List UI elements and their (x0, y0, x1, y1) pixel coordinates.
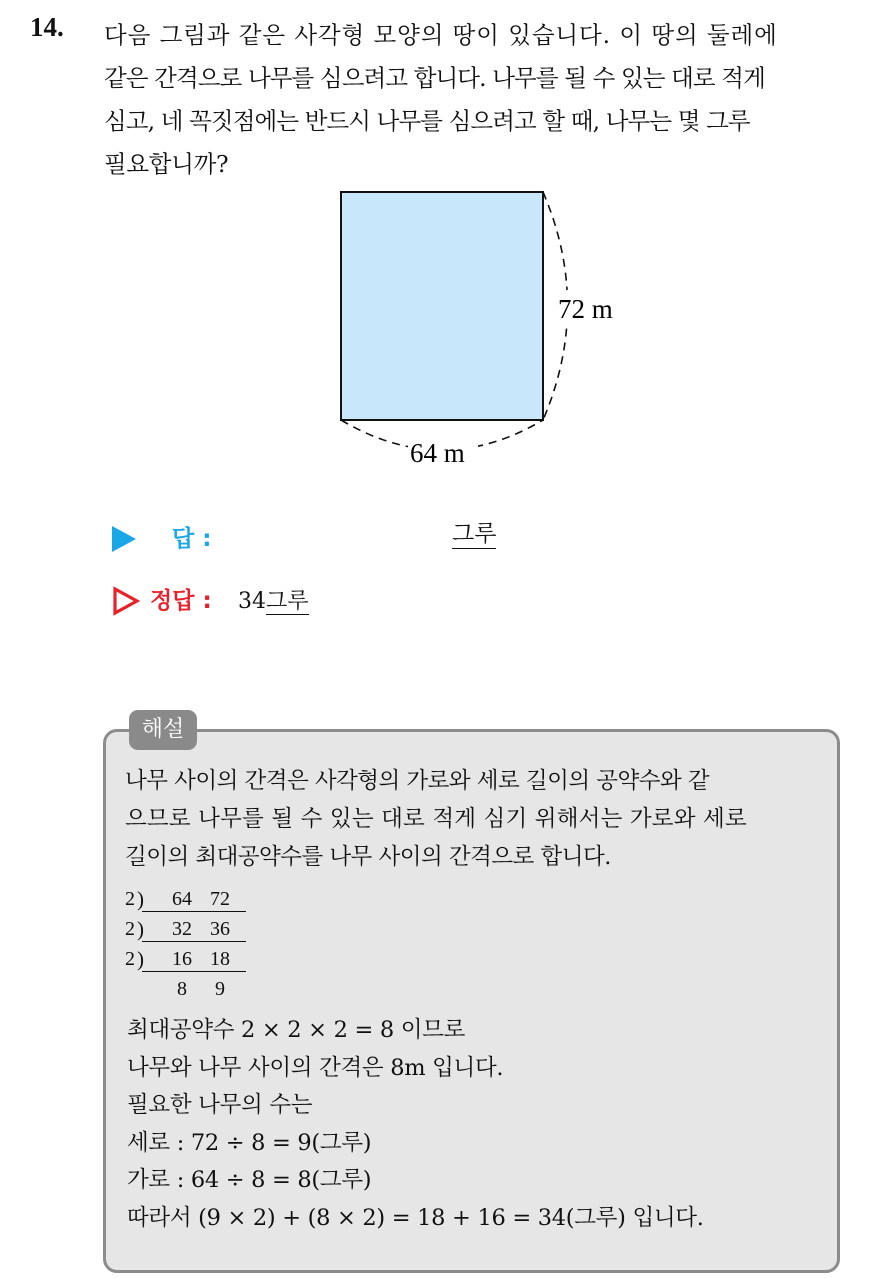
outline-play-icon (112, 586, 140, 616)
division-line (142, 941, 246, 942)
solution-step: 가로 : 64 ÷ 8 = 8(그루) (127, 1167, 372, 1193)
question-text (104, 14, 864, 186)
solution-step: 나무와 나무 사이의 간격은 8m 입니다. (127, 1054, 504, 1081)
correct-value-wrap (238, 584, 309, 615)
dividend-b: 72 (210, 888, 230, 910)
dividend-a: 64 (172, 888, 192, 910)
divisor: 2 (125, 918, 135, 940)
solution-paragraph-line: 나무 사이의 간격은 사각형의 가로와 세로 길이의 공약수와 같 (125, 768, 710, 794)
correct-label: 정답 : (150, 588, 212, 614)
solution-step: 최대공약수 2 × 2 × 2 = 8 이므로 (127, 1017, 466, 1043)
division-line (142, 911, 246, 912)
dividend-b: 18 (210, 948, 230, 970)
correct-value: 34 (238, 589, 266, 614)
question-line: 다음 그림과 같은 사각형 모양의 땅이 있습니다. 이 땅의 둘레에 (104, 21, 778, 49)
quotient-a: 8 (177, 978, 187, 1000)
dividend-b: 36 (210, 918, 230, 940)
division-bracket: ) (137, 947, 144, 971)
correct-unit: 그루 (266, 589, 309, 614)
solution-steps (127, 1012, 704, 1237)
question-number: 14. (30, 12, 64, 42)
play-icon (112, 526, 136, 552)
quotient-b: 9 (215, 978, 225, 1000)
division-line (142, 971, 246, 972)
dividend-a: 16 (172, 948, 192, 970)
division-bracket: ) (137, 887, 144, 911)
dividend-a: 32 (172, 918, 192, 940)
solution-step: 세로 : 72 ÷ 8 = 9(그루) (127, 1129, 372, 1156)
solution-step: 필요한 나무의 수는 (127, 1092, 313, 1118)
question-line: 필요합니까? (104, 150, 229, 178)
width-label: 64 m (410, 438, 465, 468)
question-line: 같은 간격으로 나무를 심으려고 합니다. 나무를 될 수 있는 대로 적게 (104, 64, 765, 92)
question-line: 심고, 네 꼭짓점에는 반드시 나무를 심으려고 할 때, 나무는 몇 그루 (104, 107, 750, 135)
land-rectangle (341, 192, 543, 420)
height-label: 72 m (558, 294, 613, 324)
answer-label: 답 : (172, 526, 212, 552)
divisor: 2 (125, 948, 135, 970)
solution-paragraph (125, 762, 830, 876)
answer-unit: 그루 (452, 521, 497, 547)
division-bracket: ) (137, 917, 144, 941)
divisor: 2 (125, 888, 135, 910)
solution-tag: 해설 (129, 710, 197, 750)
solution-step: 따라서 (9 × 2) + (8 × 2) = 18 + 16 = 34(그루) 입니다. (127, 1204, 704, 1231)
rectangle-figure (330, 180, 650, 480)
solution-paragraph-line: 으므로 나무를 될 수 있는 대로 적게 심기 위해서는 가로와 세로 (125, 806, 747, 832)
solution-paragraph-line: 길이의 최대공약수를 나무 사이의 간격으로 합니다. (125, 844, 611, 870)
